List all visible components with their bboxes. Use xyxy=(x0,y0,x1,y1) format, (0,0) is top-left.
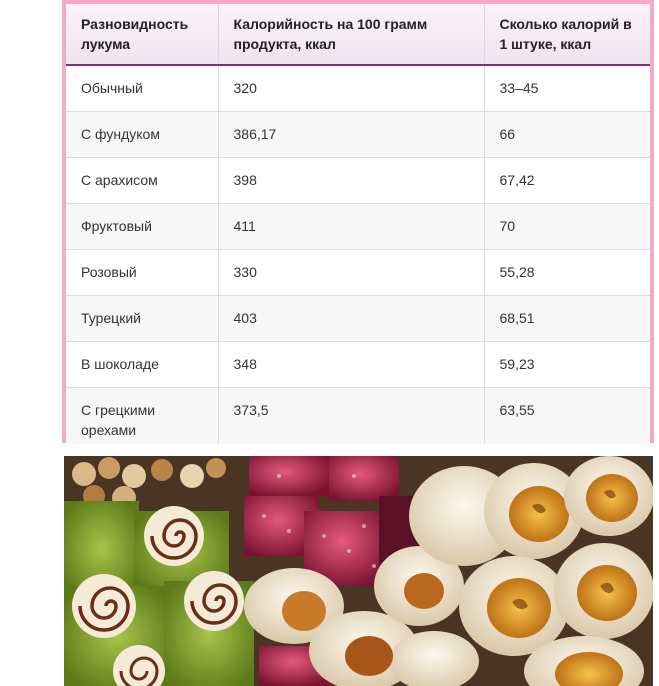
cell-calories-piece: 67,42 xyxy=(484,158,650,204)
cell-calories-piece: 68,51 xyxy=(484,296,650,342)
header-calories-per-100g: Калорийность на 100 грамм продукта, ккал xyxy=(218,4,484,65)
cell-calories-100g: 386,17 xyxy=(218,112,484,158)
cell-calories-100g: 398 xyxy=(218,158,484,204)
header-variety: Разновидность лукума xyxy=(66,4,218,65)
table-row xyxy=(66,158,650,204)
table-header-row xyxy=(66,4,650,65)
calorie-table-frame xyxy=(62,0,654,443)
table-row xyxy=(66,204,650,250)
cell-calories-piece: 59,23 xyxy=(484,342,650,388)
cell-calories-100g: 320 xyxy=(218,65,484,112)
table-row xyxy=(66,342,650,388)
cell-variety: Фруктовый xyxy=(66,204,218,250)
cell-variety: Турецкий xyxy=(66,296,218,342)
cell-calories-100g: 373,5 xyxy=(218,388,484,445)
table-row xyxy=(66,388,650,445)
cell-variety: С фундуком xyxy=(66,112,218,158)
cell-calories-100g: 403 xyxy=(218,296,484,342)
cell-variety: С арахисом xyxy=(66,158,218,204)
cell-variety: Розовый xyxy=(66,250,218,296)
calorie-table xyxy=(66,4,650,444)
cell-calories-100g: 411 xyxy=(218,204,484,250)
cell-calories-100g: 348 xyxy=(218,342,484,388)
table-row xyxy=(66,112,650,158)
cell-calories-piece: 63,55 xyxy=(484,388,650,445)
turkish-delight-photo xyxy=(64,456,653,686)
cell-calories-piece: 33–45 xyxy=(484,65,650,112)
cell-calories-piece: 70 xyxy=(484,204,650,250)
cell-calories-piece: 55,28 xyxy=(484,250,650,296)
cell-variety: В шоколаде xyxy=(66,342,218,388)
table-row xyxy=(66,250,650,296)
table-row xyxy=(66,65,650,112)
table-row xyxy=(66,296,650,342)
cell-calories-100g: 330 xyxy=(218,250,484,296)
header-calories-per-piece: Сколько калорий в 1 штуке, ккал xyxy=(484,4,650,65)
pistachio-rolls xyxy=(64,501,254,686)
cell-variety: Обычный xyxy=(66,65,218,112)
turkish-delight-illustration xyxy=(64,456,653,686)
cell-calories-piece: 66 xyxy=(484,112,650,158)
cell-variety: С грецкими орехами xyxy=(66,388,218,445)
